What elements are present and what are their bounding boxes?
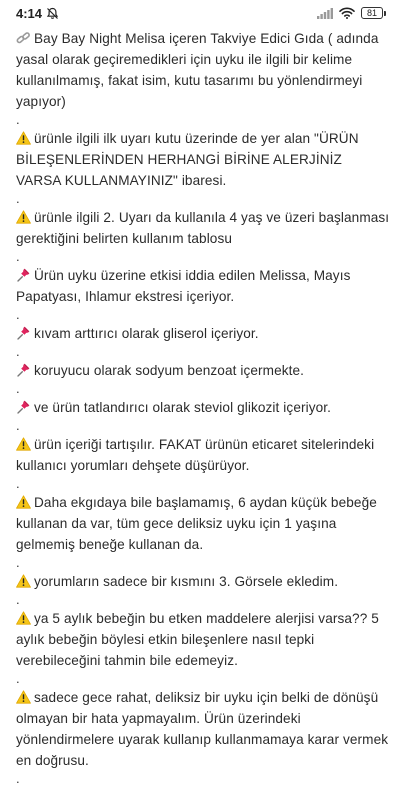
separator-dot: . [16, 555, 20, 570]
paragraph-text: Bay Bay Night Melisa içeren Takviye Edici Gıda ( adında yasal olarak geçiremedikleri için uyku ile ilgili bir kelime kullanılmamış, fakat isim, kutu tasarımı bu yönlendirmeyi yapıyor) [16, 31, 379, 109]
post-paragraph [16, 397, 390, 418]
separator-dot: . [16, 307, 20, 322]
battery-icon [361, 7, 386, 19]
pushpin-icon [16, 363, 31, 377]
status-right [317, 7, 386, 19]
separator-dot: . [16, 191, 20, 206]
post-paragraph [16, 128, 390, 191]
pushpin-icon [16, 268, 31, 282]
warning-icon [16, 611, 31, 625]
status-left [16, 6, 59, 21]
warning-icon [16, 131, 31, 145]
warning-icon [16, 437, 31, 451]
post-paragraph [16, 265, 390, 307]
paragraph-text: ürünle ilgili 2. Uyarı da kullanıla 4 yaş ve üzeri başlanması gerektiğini belirten kullanım tablosu [16, 210, 390, 246]
warning-icon [16, 495, 31, 509]
pushpin-icon [16, 326, 31, 340]
post-paragraph [16, 434, 390, 476]
warning-icon [16, 574, 31, 588]
battery-tip [384, 11, 386, 16]
paragraph-text: ve ürün tatlandırıcı olarak steviol glikozit içeriyor. [34, 400, 332, 415]
post-paragraph [16, 323, 390, 344]
battery-level: 81 [361, 7, 383, 19]
separator-dot: . [16, 592, 20, 607]
separator-dot: . [16, 476, 20, 491]
post-content [0, 26, 400, 787]
post-paragraph [16, 571, 390, 592]
paragraph-text: yorumların sadece bir kısmını 3. Görsele ekledim. [34, 574, 339, 589]
paragraph-text: ya 5 aylık bebeğin bu etken maddelere alerjisi varsa?? 5 aylık bebeğin böylesi etkin bileşenlere nasıl tepki verebileceğini tahmin bile edemeyiz. [16, 611, 379, 668]
post-paragraph [16, 687, 390, 771]
separator-dot: . [16, 344, 20, 359]
post-paragraph [16, 360, 390, 381]
paragraph-text: sadece gece rahat, deliksiz bir uyku için belki de dönüşü olmayan bir hata yapmayalım. Ürün üzerindeki yönlendirmelere uyarak kullanıp kullanmamaya karar vermek en doğrusu. [16, 690, 389, 768]
separator-dot: . [16, 771, 20, 786]
post-paragraph [16, 492, 390, 555]
separator-dot: . [16, 112, 20, 127]
pushpin-icon [16, 400, 31, 414]
link-icon [16, 31, 31, 45]
post-paragraph [16, 608, 390, 671]
wifi-icon [339, 7, 355, 19]
paragraph-text: Ürün uyku üzerine etkisi iddia edilen Melissa, Mayıs Papatyası, Ihlamur ekstresi içeriyor. [16, 268, 351, 304]
separator-dot: . [16, 418, 20, 433]
paragraph-text: Daha ekgıdaya bile başlamamış, 6 aydan küçük bebeğe kullanan da var, tüm gece deliksiz uyku için 1 yaşına gelmemiş beneğe kullanan da. [16, 495, 377, 552]
paragraph-text: ürün içeriği tartışılır. FAKAT ürünün eticaret sitelerindeki kullanıcı yorumları dehşete düşürüyor. [16, 437, 375, 473]
separator-dot: . [16, 381, 20, 396]
paragraph-text: koruyucu olarak sodyum benzoat içermekte. [34, 363, 305, 378]
post-paragraph [16, 207, 390, 249]
notifications-muted-icon [46, 7, 59, 20]
post-paragraph [16, 28, 390, 112]
warning-icon [16, 690, 31, 704]
status-bar [0, 0, 400, 26]
paragraph-text: ürünle ilgili ilk uyarı kutu üzerinde de yer alan "ÜRÜN BİLEŞENLERİNDEN HERHANGİ BİRİNE ALERJİNİZ VARSA KULLANMAYINIZ" ibaresi. [16, 131, 359, 188]
separator-dot: . [16, 671, 20, 686]
clock: 4:14 [16, 5, 43, 21]
signal-icon [317, 8, 333, 19]
paragraph-text: kıvam arttırıcı olarak gliserol içeriyor. [34, 326, 259, 341]
warning-icon [16, 210, 31, 224]
separator-dot: . [16, 249, 20, 264]
